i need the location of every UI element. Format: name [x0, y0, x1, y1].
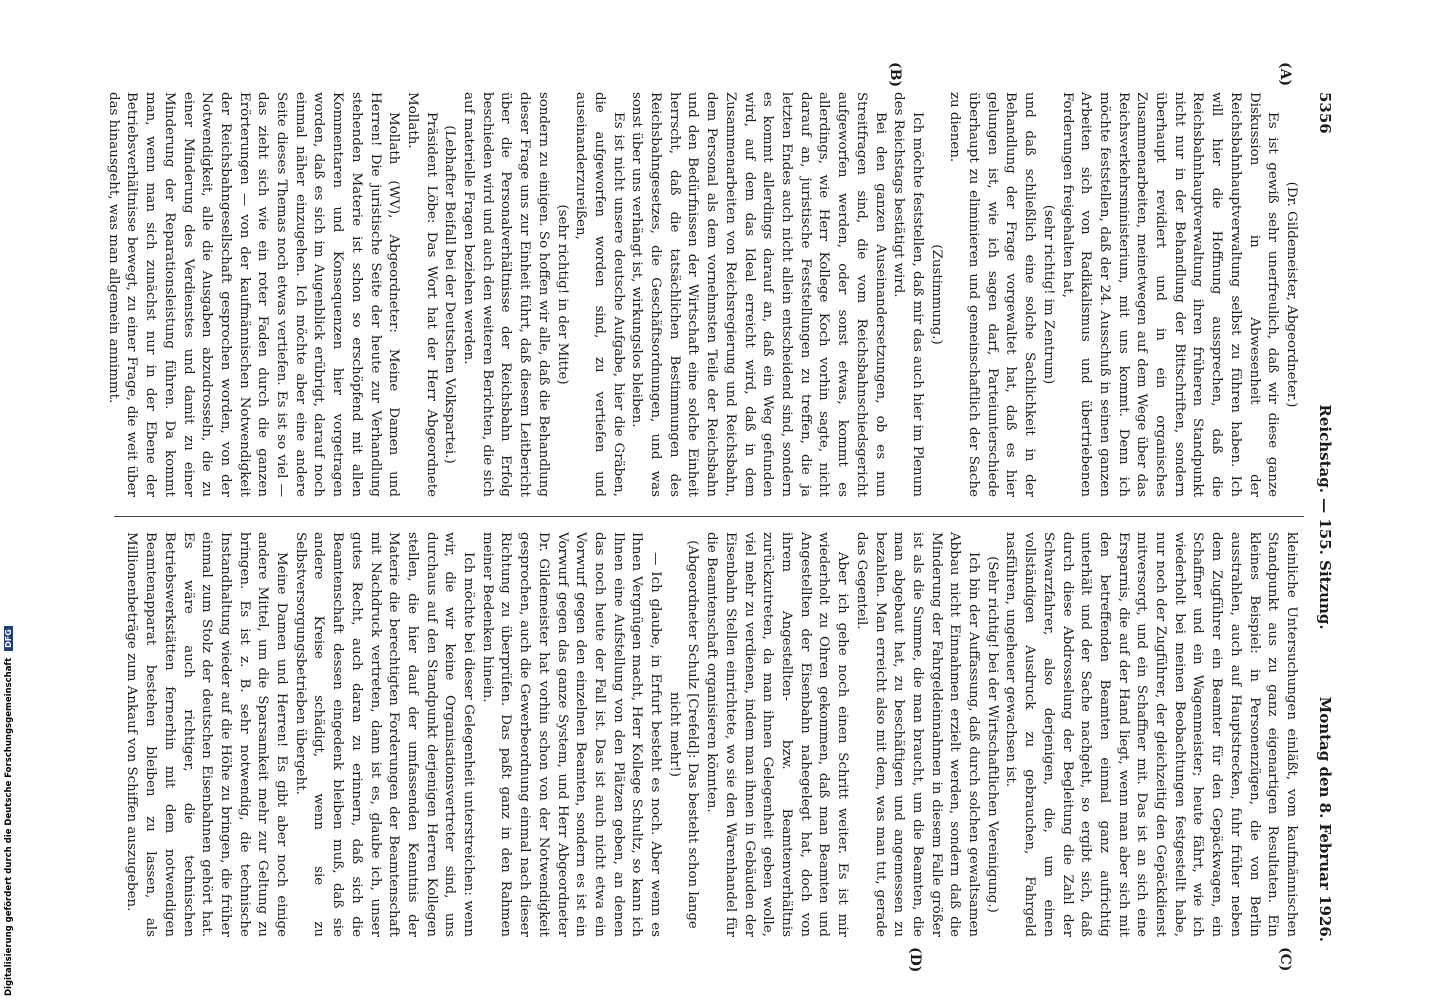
paragraph: Ich möchte feststellen, daß mir das auch hier im Plenum des Reichstags bestätigt wird.: [891, 92, 925, 498]
left-column: [105, 92, 1300, 498]
digitization-text: Digitalisierung gefördert durch die Deutsche Forschungsgemeinschaft: [4, 657, 14, 996]
paragraph: Aber ich gehe noch einen Schritt weiter. Es ist mir wiederholt zu Ohren gekommen, daß man Beamten und Angestellten der Eisenbahn nahegelegt hat, doch von ihrem Angestellten- bzw. Beamtenverhältnis zurückzutreten, da man ihnen Gelegenheit geben wolle, viel mehr zu verdienen, indem man ihnen in Gebäuden der Eisenbahn Stellen einrichtete, wo sie den Warenhandel für die Beamtenschaft organisieren könnten.: [704, 532, 851, 937]
paragraph: und daß schließlich eine solche Sachlichkeit in der Behandlung der Frage vorgewaltet hat, daß es hier gelungen ist, wie ich sagen darf, Parteiunterschiede überhaupt zu eliminieren und gemeinschaftlich der Sache zu dienen.: [947, 92, 1038, 497]
paragraph: Ich bin der Auffassung, daß durch solchen gewaltsamen Abbau nicht Einnahmen erzielt werden, sondern daß die Minderung der Fahrgeldeinnahmen in diesem Falle größer ist als die Summe, die man braucht, um die Beamten, die man abgebaut hat, zu beschäftigen und angemessen zu bezahlen. Man erreicht also mit dem, was man tut, gerade das Gegenteil.: [853, 532, 982, 937]
paragraph: sondern zu einigen. So hoffen wir alle, daß die Behandlung dieser Frage uns zur Einheit führt, daß diesem Leitbericht über die Personalverhältnisse der Reichsbahn Erfolg beschieden wird und auch den weiteren Berichten, die sich auf materielle Fragen beziehen werden.: [461, 92, 551, 497]
margin-mark-a: (A): [1277, 62, 1293, 87]
paragraph: Bei den ganzen Auseinandersetzungen, ob es nun Streitfragen sind, die vom Reichsbahnschiedsgericht aufgeworfen werden, oder sonst etwas, kommt es allerdings, wie Herr Kollege Koch vorhin sagte, nicht darauf an, juristische Feststellungen zu treffen, die ja letzten Endes auch nicht allein entscheidend sind, sondern es kommt allerdings darauf an, daß ein Weg gefunden wird, auf dem das Ideal erreicht wird, daß in dem Zusammenarbeiten von Reichsregierung und Reichsbahn, dem Personal als dem vornehmsten Teile der Reichsbahn und den Bedürfnissen der Wirtschaft eine solche Einheit herrscht, daß die tatsächlichen Bestimmungen des Reichsbahngesetzes, die Geschäftsordnungen, und was sonst über uns verhängt ist, wirkungslos bleiben.: [629, 92, 888, 497]
page-header: [1310, 92, 1334, 942]
paragraph: kleinliche Untersuchungen einläßt, vom kaufmännischen Standpunkt aus zu ganz eigenartigen Resultaten. Ein kleines Beispiel: in Personenzügen, die von Berlin ausstrahlen, auch auf Hauptstrecken, fuhr früher neben dem Zugführer ein Beamter für den Gepäckwagen, ein Schaffner und ein Wagenmeister; heute fährt, wie ich wiederholt bei meinen Beobachtungen festgestellt habe, nur noch der Zugführer, der gleichzeitig den Gepäckdienst mitversorgt, und ein Schaffner mit. Das ist an sich eine Ersparnis, die auf der Hand liegt, wenn man aber sich mit den betreffenden Beamten einmal ganz aufrichtig unterhält und der Sache nachgeht, so ergibt sich, daß durch diese Abdrosselung der Begleitung die Zahl der Schwarzfahrer, also derjenigen, die, um einen vollständigen Ausdruck zu gebrauchen, Fahrgeld nasführen, ungeheuer gewachsen ist.: [1003, 532, 1299, 937]
margin-mark-d: (D): [907, 947, 923, 973]
page-number: 5356: [1316, 92, 1334, 134]
dfg-logo: DFG: [4, 626, 13, 651]
paragraph: Es ist gewiß sehr unerfreulich, daß wir diese ganze Diskussion in Abwesenheit der Reichsbahnhauptverwaltung selbst zu führen haben. Ich will hier die Hoffnung aussprechen, daß die Reichsbahnhauptverwaltung ihren früheren Standpunkt nicht nur in der Behandlung der Bittschriften, sondern überhaupt revidiert und in ein organisches Zusammenarbeiten, meinetwegen auf dem Wege über das Reichsverkehrsministerium, mit uns kommt. Denn ich möchte feststellen, daß der 24. Ausschuß in seinen ganzen Arbeiten sich von Radikalismus und übertriebenen Forderungen freigehalten hat,: [1059, 92, 1281, 497]
interjection: (Abgeordneter Schulz [Crefeld]: Das besteht schon lange nicht mehr!): [666, 540, 701, 929]
president-line: Präsident Löbe: Das Wort hat der Herr Abgeordnete Mollath.: [404, 92, 439, 497]
page-title: Reichstag. — 155. Sitzung.: [1316, 404, 1334, 630]
interjection: (sehr richtig! im Zentrum): [1040, 204, 1056, 385]
speaker-line: (Dr. Gildemeister, Abgeordneter.): [1284, 181, 1299, 408]
interjection: (Sehr richtig! bei der Wirtschaftlichen Vereinigung.): [984, 556, 1000, 913]
digitization-credit: [4, 626, 14, 996]
paragraph: Mollath (WV), Abgeordneter: Meine Damen und Herren! Die juristische Seite der heute zur Verhandlung stehenden Materie ist schon so erschöpfend mit allen Kommentaren und Konsequenzen hier vorgetragen worden, daß es sich im Augenblick erübrigt, darauf noch einmal näher einzugehen. Ich möchte aber eine andere Seite dieses Themas noch etwas vertiefen. Es ist so viel — das zieht sich wie ein roter Faden durch die ganzen Erörterungen — von der kaufmännischen Notwendigkeit der Reichsbahngesellschaft gesprochen worden, von der Notwendigkeit, alle die Ausgaben abzudrosseln, die zu einer Minderung des Verdienstes und damit zu einer Minderung der Reparationsleistung führen. Da kommt man, wenn man sich zunächst nur in der Ebene der Betriebsverhältnisse bewegt, zu einer Frage, die weit über das hinausgeht, was man allgemein annimmt.: [105, 92, 402, 497]
paragraph: Ich möchte bei dieser Gelegenheit unterstreichen: wenn wir, die wir keine Organisationsvertreter sind, uns durchaus auf den Standpunkt derjenigen Herren Kollegen stellen, die hier dauf der umfassenden Kenntnis der Materie die berechtigten Forderungen der Beamtenschaft mit Nachdruck vertreten, dann ist es, glaube ich, unser gutes Recht, auch daran zu erinnern, daß sich die Beamtenschaft dessen eingedenk bleiben muß, daß sie andere Kreise schädigt, wenn sie zu Selbstversorgungsbetrieben übergeht.: [292, 532, 477, 937]
paragraph: Meine Damen und Herren! Es gibt aber noch einige andere Mittel, um die Sparsamkeit mehr zur Geltung zu bringen. Es ist z. B. sehr notwendig, die technische Instandhaltung wieder auf die Höhe zu bringen, die früher einmal zum Stolz der deutschen Eisenbahnen gehört hat. Es wäre auch richtiger, die technischen Betriebswerkstätten fernerhin mit dem notwendigen Beamtenapparat bestehen bleiben zu lassen, als Millionenbeträge zum Ankauf von Schiffen auszugeben.: [124, 532, 290, 937]
interjection: (sehr richtig! in der Mitte): [554, 204, 570, 385]
page-date: Montag den 8. Februar 1926.: [1316, 696, 1334, 942]
paragraph: Es ist nicht unsere deutsche Aufgabe, hier die Gräben, die aufgeworfen worden sind, zu vertiefen und auseinanderzureißen,: [573, 92, 626, 497]
rotated-page: [104, 62, 1334, 973]
column-divider: [114, 516, 1304, 517]
interjection: (Lebhafter Beifall bei der Deutschen Volkspartei.): [442, 125, 458, 464]
margin-mark-c: (C): [1277, 947, 1293, 972]
right-column: [110, 532, 1300, 937]
margin-mark-b: (B): [887, 62, 903, 88]
paragraph: — Ich glaube, in Erfurt besteht es noch. Aber wenn es Ihnen Vergnügen macht, Herr Kollege Schultz, so kann ich Ihnen eine Aufstellung von den Plätzen geben, an denen das noch heute der Fall ist. Das ist auch nicht etwa ein Vorwurf gegen den einzelnen Beamten, sondern es ist ein Vorwurf gegen das ganze System, und Herr Abgeordneter Dr. Gildemeister hat vorhin schon von der Notwendigkeit gesprochen, auch die Gewerbeordnung einmal nach dieser Richtung zu überprüfen. Das paßt ganz in den Rahmen meiner Bedenken hinein.: [479, 532, 664, 937]
interjection: (Zustimmung.): [928, 244, 944, 345]
